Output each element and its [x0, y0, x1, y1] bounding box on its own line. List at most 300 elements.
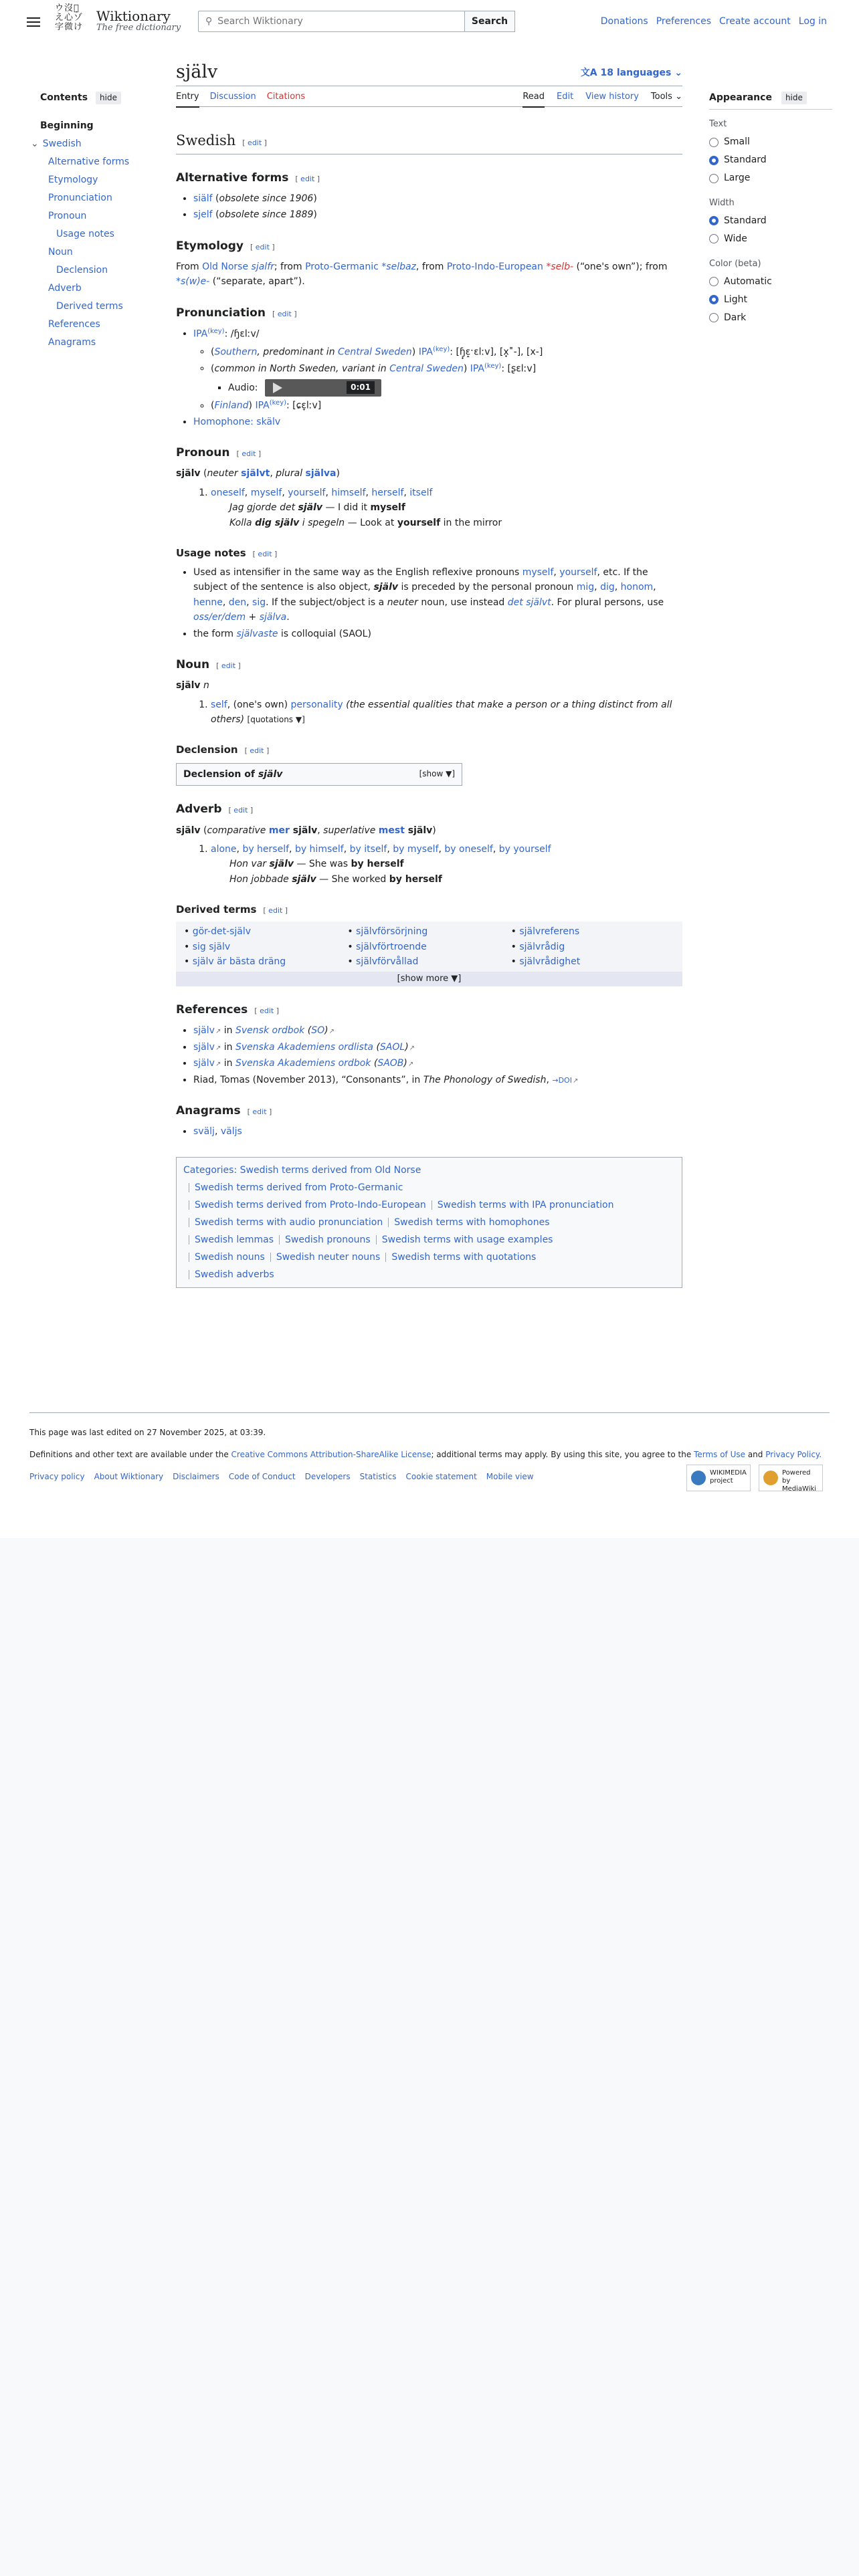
width-standard-radio[interactable] — [709, 212, 832, 230]
section-alternative-forms — [176, 169, 682, 187]
text: noun, use instead — [421, 597, 505, 608]
toc-item-references[interactable]: References — [48, 319, 100, 330]
search-button[interactable]: Search — [464, 11, 515, 32]
play-icon[interactable] — [273, 383, 282, 393]
ipa-text: : [ɧ̟ɛ̝ˑɛlːv], [x̟˭-], [x-] — [450, 346, 543, 358]
abbr-link[interactable]: SO — [311, 1025, 325, 1037]
text: plural — [276, 468, 303, 479]
text: neuter — [207, 468, 238, 479]
donations-link[interactable]: Donations — [600, 16, 648, 27]
category-link[interactable]: Swedish neuter nouns — [276, 1251, 381, 1263]
section-references — [176, 1001, 682, 1019]
toc-item-pronoun[interactable]: Pronoun — [48, 211, 87, 222]
gender: n — [203, 680, 209, 691]
categories-box — [176, 1157, 682, 1288]
pronoun-headword: själv (neuter självt, plural själva) — [176, 468, 340, 479]
category-link[interactable]: Swedish terms with quotations — [391, 1251, 537, 1263]
toc-item-beginning[interactable]: Beginning — [40, 120, 94, 132]
list-item: • svälj, väljs — [193, 1124, 682, 1139]
show-more-button[interactable]: [show more ▼] — [176, 972, 682, 986]
radio-label: Automatic — [724, 276, 772, 287]
text: (“separate, apart”). — [212, 276, 305, 288]
toc-item-declension[interactable]: Declension — [56, 265, 108, 276]
sense-link[interactable]: herself — [371, 487, 404, 498]
list-item: • siälf (obsolete since 1906) — [193, 191, 682, 206]
section-declension — [176, 742, 682, 758]
toc-item-anagrams[interactable]: Anagrams — [48, 337, 96, 348]
external-link-icon — [409, 1042, 415, 1053]
usage-list — [176, 565, 682, 641]
category-link[interactable]: Swedish terms with audio pronunciation — [195, 1216, 383, 1228]
main-content — [176, 59, 682, 1288]
list-item: ◦ (common in North Sweden, variant in Central Sweden) $IPA^{(key)}$: [ʂɛlːv] ▪ Audio: 0:01 — [211, 361, 682, 397]
ref-link[interactable]: själv ↗ — [193, 1058, 221, 1069]
word-link[interactable]: sjelf — [193, 209, 213, 221]
ipa-text: : /ɧɛlːv/ — [224, 328, 260, 340]
audio-player[interactable] — [265, 379, 381, 397]
pg-word-link[interactable]: *selbaz — [381, 261, 416, 272]
text: in — [223, 1058, 233, 1069]
derived-link[interactable]: sig själv — [192, 941, 231, 952]
heading-text: Anagrams — [176, 1104, 241, 1118]
create-account-link[interactable]: Create account — [719, 16, 791, 27]
southern-link[interactable]: Southern — [214, 346, 258, 358]
text-large-radio[interactable] — [709, 169, 832, 187]
tab-citations[interactable]: Citations — [266, 92, 306, 102]
ipa-link[interactable]: IPA — [193, 328, 208, 340]
section-adverb — [176, 800, 682, 819]
tools-label: Tools — [650, 92, 672, 102]
edit-section: [ edit ] — [272, 309, 297, 318]
edit-section: [ edit ] — [263, 906, 288, 916]
source-link[interactable]: Svenska Akademiens ordlista — [235, 1041, 373, 1053]
ipa-key-link[interactable]: (key) — [432, 345, 450, 353]
search-box[interactable] — [198, 11, 466, 32]
footer-link[interactable]: Developers — [304, 1472, 351, 1482]
text: is colloquial (SAOL) — [280, 628, 371, 639]
headword: själv — [176, 468, 201, 479]
plural-link[interactable]: själva — [305, 468, 337, 479]
headword: själv — [176, 825, 201, 836]
toc-item-usage-notes[interactable]: Usage notes — [56, 229, 114, 240]
text: myself — [370, 502, 405, 514]
list-item — [511, 954, 674, 969]
finland-link[interactable]: Finland — [214, 400, 249, 411]
list-item: • Used as intensifier in the same way as the English reflexive pronouns myself, yourself, etc. If the subject of the sentence is also object, själv is preceded by the personal pronoun mig, dig, honom, henne, den, sig. If the subject/object is a neuter noun, use instead det självt. For plural persons, use oss/er/dem + själva. — [193, 565, 682, 625]
edit-section: [ edit ] — [254, 1006, 280, 1016]
etymology-text — [176, 259, 682, 290]
derived-column — [511, 924, 674, 969]
list-item: ◦ (Finland) $IPA^{(key)}$: [ɕɛ̞lːv] — [211, 398, 682, 413]
section-etymology — [176, 237, 682, 255]
ipa-key-link[interactable]: (key) — [484, 362, 502, 370]
category-link[interactable]: Swedish terms derived from Proto-Germanic — [195, 1182, 403, 1193]
list-item: • Riad, Tomas (November 2013), “Consonants”, in The Phonology of Swedish, →DOI ↗ — [193, 1073, 682, 1087]
link[interactable]: yourself — [559, 567, 597, 578]
footer-link[interactable]: Mobile view — [486, 1472, 534, 1482]
edit-link[interactable]: edit — [252, 1107, 267, 1117]
list-item: • själv ↗ in Svenska Akademiens ordlista (SAOL) ↗ — [193, 1040, 682, 1055]
color-automatic-radio[interactable] — [709, 273, 832, 291]
edit-link[interactable]: edit — [242, 449, 256, 459]
edit-link[interactable]: edit — [258, 550, 272, 559]
derived-link[interactable]: gör-det-själv — [192, 926, 252, 938]
list-item: • själv ↗ in Svenska Akademiens ordbok (SAOB) ↗ — [193, 1056, 682, 1071]
sense-item: 1. oneself, myself, yourself, himself, herself, itself Jag gjorde det själv — I did it myself Kolla dig själv i spegeln — Look at yourself in the mirror — [211, 486, 682, 530]
appearance-hide-button[interactable]: hide — [781, 92, 807, 104]
derived-link[interactable]: självreferens — [519, 926, 580, 938]
central-sweden-link[interactable]: Central Sweden — [338, 346, 412, 358]
ipa-link[interactable]: IPA — [418, 346, 433, 358]
audio-duration: 0:01 — [347, 381, 375, 394]
link[interactable]: dig — [600, 582, 615, 593]
text: själv — [373, 582, 399, 593]
sense-link[interactable]: self — [211, 699, 227, 710]
mediawiki-icon — [763, 1471, 778, 1485]
footer-link[interactable]: Privacy policy — [29, 1472, 85, 1482]
radio-label: Standard — [724, 215, 767, 226]
heading-text: Derived terms — [176, 903, 257, 916]
text-size-label: Text — [709, 119, 727, 130]
neuter-link[interactable]: självt — [241, 468, 270, 479]
list-item — [511, 924, 674, 939]
text: comparative — [207, 825, 266, 836]
text-standard-radio[interactable] — [709, 151, 832, 169]
text: She worked — [331, 873, 387, 885]
toc-item-adverb[interactable]: Adverb — [48, 283, 82, 294]
text: , etc. If the subject of the sentence is also object, — [193, 567, 648, 593]
chevron-down-icon: ⌄ — [674, 68, 682, 78]
ipa-key-link[interactable]: (key) — [207, 327, 225, 335]
color-label: Color (beta) — [709, 258, 761, 269]
homophone-word-link[interactable]: skälv — [256, 416, 281, 427]
text: common in North Sweden, variant in — [214, 363, 387, 374]
chevron-down-icon[interactable]: ⌄ — [31, 138, 39, 150]
category-link[interactable]: Swedish terms with homophones — [394, 1216, 550, 1228]
derived-link[interactable]: självförvållad — [356, 956, 419, 967]
sense-link[interactable]: itself — [409, 487, 433, 498]
tab-edit[interactable]: Edit — [557, 92, 574, 102]
edit-link[interactable]: edit — [221, 661, 236, 670]
edit-section: [ edit ] — [236, 449, 262, 459]
radio-label: Dark — [724, 312, 747, 323]
anagram-link[interactable]: väljs — [220, 1126, 242, 1138]
language-button[interactable] — [581, 66, 682, 80]
text: . — [286, 612, 290, 623]
example-sv: Hon jobbade själv — [229, 873, 316, 885]
radio-label: Standard — [724, 154, 767, 166]
edit-link[interactable]: edit — [248, 138, 262, 147]
radio-label: Small — [724, 136, 750, 148]
abbr-link[interactable]: SAOL — [379, 1041, 405, 1053]
edit-link[interactable]: edit — [277, 309, 292, 318]
category-link[interactable]: Swedish pronouns — [285, 1234, 371, 1245]
heading-text: References — [176, 1003, 248, 1017]
radio-label: Light — [724, 294, 747, 305]
text: yourself — [397, 517, 441, 528]
wikimedia-badge[interactable] — [686, 1465, 751, 1491]
sense-link[interactable]: himself — [331, 487, 366, 498]
show-toggle[interactable]: [show ▼] — [419, 769, 455, 779]
tab-view-history[interactable]: View history — [585, 92, 639, 102]
text: I did it — [337, 502, 368, 514]
edit-link[interactable]: edit — [255, 242, 270, 251]
tab-discussion[interactable]: Discussion — [209, 92, 256, 102]
section-pronoun — [176, 444, 682, 462]
abbr-link[interactable]: SAOB — [377, 1058, 404, 1069]
sense-item: 1. alone, by herself, by himself, by itself, by myself, by oneself, by yourself Hon var själv — She was by herself Hon jobbade själv — She worked by herself — [211, 842, 682, 887]
text: (the essential qualities that make a person or a thing distinct from all others) — [211, 699, 672, 725]
pie-word2-link[interactable]: *s(w)e- — [176, 276, 210, 288]
mediawiki-badge[interactable] — [759, 1465, 823, 1491]
text: Declension of — [183, 769, 255, 780]
main-menu-icon[interactable] — [27, 15, 40, 29]
link[interactable]: sig — [252, 597, 266, 608]
category-link[interactable]: Swedish adverbs — [195, 1269, 274, 1280]
sense-link[interactable]: by herself — [242, 843, 290, 855]
text: , (one's own) — [227, 699, 288, 710]
sense-link[interactable]: by itself — [349, 843, 387, 855]
section-swedish — [176, 130, 682, 154]
section-anagrams — [176, 1102, 682, 1120]
text: + — [248, 612, 257, 623]
color-light-radio[interactable] — [709, 291, 832, 309]
categories-label[interactable]: Categories: — [183, 1164, 237, 1176]
sense-item — [211, 697, 682, 728]
list-item: • sjelf (obsolete since 1889) — [193, 207, 682, 222]
anagrams-list — [176, 1124, 682, 1139]
text: , predominant in — [257, 346, 335, 358]
example: Kolla dig själv i spegeln — Look at yourself in the mirror — [229, 517, 502, 528]
list-item — [184, 954, 347, 969]
source-link[interactable]: Svensk ordbok — [235, 1025, 305, 1037]
width-label: Width — [709, 198, 735, 209]
width-wide-radio[interactable] — [709, 230, 832, 248]
heading-text: Noun — [176, 658, 210, 671]
derived-link[interactable]: självrådig — [519, 941, 565, 952]
toc-item-etymology[interactable]: Etymology — [48, 175, 98, 186]
text: and — [747, 1450, 763, 1460]
edit-link[interactable]: edit — [260, 1006, 274, 1016]
text: Definitions and other text are available under the — [29, 1450, 229, 1460]
edit-section: [ edit ] — [247, 1107, 272, 1117]
ipa-link[interactable]: IPA — [470, 363, 484, 374]
pie-link[interactable]: Proto-Indo-European — [446, 261, 543, 272]
derived-link[interactable]: självförtroende — [356, 941, 427, 952]
word-link[interactable]: siälf — [193, 193, 213, 204]
toc-item-pronunciation[interactable]: Pronunciation — [48, 193, 112, 204]
appearance-title: Appearance — [709, 92, 772, 103]
homophone-link[interactable]: Homophone: — [193, 416, 254, 427]
pronoun-senses — [176, 486, 682, 530]
footer-link[interactable]: About Wiktionary — [94, 1472, 164, 1482]
list-item — [228, 379, 682, 397]
list-item: • själv ↗ in Svensk ordbok (SO) ↗ — [193, 1023, 682, 1038]
pie-word-link[interactable]: *selb- — [546, 261, 574, 272]
old-norse-link[interactable]: Old Norse — [202, 261, 249, 272]
site-title[interactable]: Wiktionary — [96, 8, 171, 24]
footer-link[interactable]: Code of Conduct — [228, 1472, 296, 1482]
edit-section: [ edit ] — [295, 174, 320, 183]
tab-read[interactable]: Read — [522, 90, 545, 108]
text: neuter — [387, 597, 418, 608]
link[interactable]: honom — [620, 582, 654, 593]
wiktionary-logo[interactable]: ウ沒ら̣ え心ゾ 字微け — [55, 3, 84, 32]
footer-link[interactable]: Statistics — [359, 1472, 397, 1482]
link[interactable]: självaste — [236, 628, 278, 639]
text: by herself — [389, 873, 442, 885]
audio-label: Audio: — [228, 382, 258, 393]
sense-link[interactable]: by oneself — [444, 843, 493, 855]
license-link[interactable]: Creative Commons Attribution-ShareAlike License — [231, 1450, 432, 1460]
doi-link[interactable]: →DOI ↗ — [552, 1076, 578, 1085]
edit-section: [ edit ] — [252, 550, 278, 559]
note: obsolete since 1889 — [219, 209, 314, 221]
ipa-link[interactable]: IPA — [255, 400, 270, 411]
text: She was — [308, 859, 349, 870]
text: in — [223, 1025, 233, 1037]
edit-section: [ edit ] — [228, 806, 254, 815]
edit-link[interactable]: edit — [233, 806, 248, 815]
edit-link[interactable]: edit — [268, 906, 283, 916]
badge-text: Powered by MediaWiki — [782, 1469, 817, 1493]
edit-section: [ edit ] — [242, 138, 267, 147]
search-icon: ⚲ — [205, 15, 213, 27]
ipa-text: : [ɕɛ̞lːv] — [286, 400, 322, 411]
toc-hide-button[interactable]: hide — [96, 92, 121, 104]
heading-text: Usage notes — [176, 547, 246, 560]
heading-text: Pronoun — [176, 446, 230, 460]
list-item — [347, 924, 510, 939]
section-pronunciation — [176, 304, 682, 322]
category-link[interactable]: Swedish terms with IPA pronunciation — [437, 1199, 614, 1210]
language-count: 18 languages — [600, 68, 672, 78]
category-link[interactable]: Swedish nouns — [195, 1251, 265, 1263]
link[interactable]: mer — [268, 825, 290, 836]
alt-forms-list — [176, 191, 682, 223]
section-usage-notes — [176, 545, 682, 561]
ref-link[interactable]: själv ↗ — [193, 1042, 221, 1053]
table-of-contents — [31, 90, 154, 352]
sense-link[interactable]: alone — [211, 843, 237, 855]
category-link[interactable]: Swedish lemmas — [195, 1234, 274, 1245]
list-item — [193, 415, 682, 429]
quotations-toggle[interactable]: [quotations ▼] — [247, 714, 305, 724]
edit-link[interactable]: edit — [300, 174, 315, 183]
toc-item-noun[interactable]: Noun — [48, 247, 73, 258]
footer-link[interactable]: Disclaimers — [173, 1472, 219, 1482]
derived-column — [184, 924, 347, 969]
sense-link[interactable]: myself — [250, 487, 282, 498]
ipa-key-link[interactable]: (key) — [269, 399, 287, 407]
login-link[interactable]: Log in — [798, 16, 827, 27]
anagram-link[interactable]: svälj — [193, 1126, 215, 1138]
sense-link[interactable]: oneself — [211, 487, 245, 498]
text: superlative — [323, 825, 376, 836]
link[interactable]: oss/er/dem — [193, 612, 246, 623]
category-link[interactable]: Swedish terms derived from Proto-Indo-European — [195, 1199, 426, 1210]
sense-link[interactable]: personality — [290, 699, 343, 710]
text: From — [176, 261, 199, 272]
section-noun — [176, 656, 682, 674]
external-link-icon — [407, 1058, 413, 1069]
edit-link[interactable]: edit — [250, 746, 264, 756]
list-item — [193, 326, 682, 413]
derived-link[interactable]: själv är bästa dräng — [192, 956, 286, 967]
privacy-link[interactable]: Privacy Policy. — [765, 1450, 822, 1460]
sense-link[interactable]: by himself — [294, 843, 344, 855]
headword: själv — [176, 680, 201, 691]
link[interactable]: själva — [259, 612, 287, 623]
on-word-link[interactable]: sjalfr — [251, 261, 274, 272]
list-item — [347, 954, 510, 969]
preferences-link[interactable]: Preferences — [656, 16, 712, 27]
link[interactable]: den — [228, 597, 247, 608]
toc-item-swedish[interactable] — [31, 135, 154, 153]
search-input[interactable] — [216, 15, 446, 27]
toc-title: Contents — [40, 92, 88, 103]
translate-icon: 文A — [580, 68, 601, 78]
central-sweden-link[interactable]: Central Sweden — [389, 363, 464, 374]
derived-link[interactable]: självförsörjning — [356, 926, 428, 938]
pronunciation-list — [176, 326, 682, 430]
appearance-panel — [709, 90, 832, 327]
note: obsolete since 1906 — [219, 193, 314, 204]
toc-item-swedish-label[interactable]: Swedish — [42, 138, 82, 150]
tab-entry[interactable]: Entry — [176, 90, 199, 108]
external-link-icon — [328, 1025, 335, 1036]
derived-column — [347, 924, 510, 969]
text: the form — [193, 628, 234, 639]
link[interactable]: det självt — [507, 597, 551, 608]
text: by herself — [351, 859, 404, 870]
text: The Phonology of Swedish — [423, 1074, 547, 1085]
example-sv: Kolla dig själv i spegeln — [229, 517, 345, 528]
category-link[interactable]: Swedish terms derived from Old Norse — [240, 1164, 421, 1176]
sense-link[interactable]: by myself — [393, 843, 439, 855]
example: Hon jobbade själv — She worked by herself — [229, 873, 442, 885]
list-item — [184, 924, 347, 939]
references-list — [176, 1023, 682, 1087]
proto-germanic-link[interactable]: Proto-Germanic — [305, 261, 379, 272]
terms-link[interactable]: Terms of Use — [694, 1450, 745, 1460]
color-dark-radio[interactable] — [709, 309, 832, 327]
sense-link[interactable]: yourself — [288, 487, 326, 498]
badge-text: WIKIMEDIA project — [710, 1469, 747, 1485]
adverb-senses — [176, 842, 682, 887]
declension-box[interactable] — [176, 763, 462, 786]
sense-link[interactable]: by yourself — [498, 843, 551, 855]
link[interactable]: henne — [193, 597, 223, 608]
last-edited: This page was last edited on 27 November 2025, at 03:39. — [29, 1428, 266, 1437]
link[interactable]: mig — [576, 582, 595, 593]
text-small-radio[interactable] — [709, 133, 832, 151]
heading-text: Swedish — [176, 132, 236, 148]
tools-menu[interactable] — [651, 90, 682, 108]
link[interactable]: myself — [522, 567, 554, 578]
derived-link[interactable]: självrådighet — [519, 956, 581, 967]
example: Jag gjorde det själv — I did it myself — [229, 502, 405, 514]
ref-link[interactable]: själv ↗ — [193, 1025, 221, 1036]
footer-link[interactable]: Cookie statement — [405, 1472, 477, 1482]
toc-item-derived-terms[interactable]: Derived terms — [56, 301, 123, 312]
category-link[interactable]: Swedish terms with usage examples — [381, 1234, 553, 1245]
heading-text: Pronunciation — [176, 306, 266, 320]
toc-item-alternative-forms[interactable]: Alternative forms — [48, 156, 130, 168]
link[interactable]: mest — [378, 825, 405, 836]
source-link[interactable]: Svenska Akademiens ordbok — [235, 1058, 371, 1069]
heading-text: Alternative forms — [176, 171, 289, 185]
